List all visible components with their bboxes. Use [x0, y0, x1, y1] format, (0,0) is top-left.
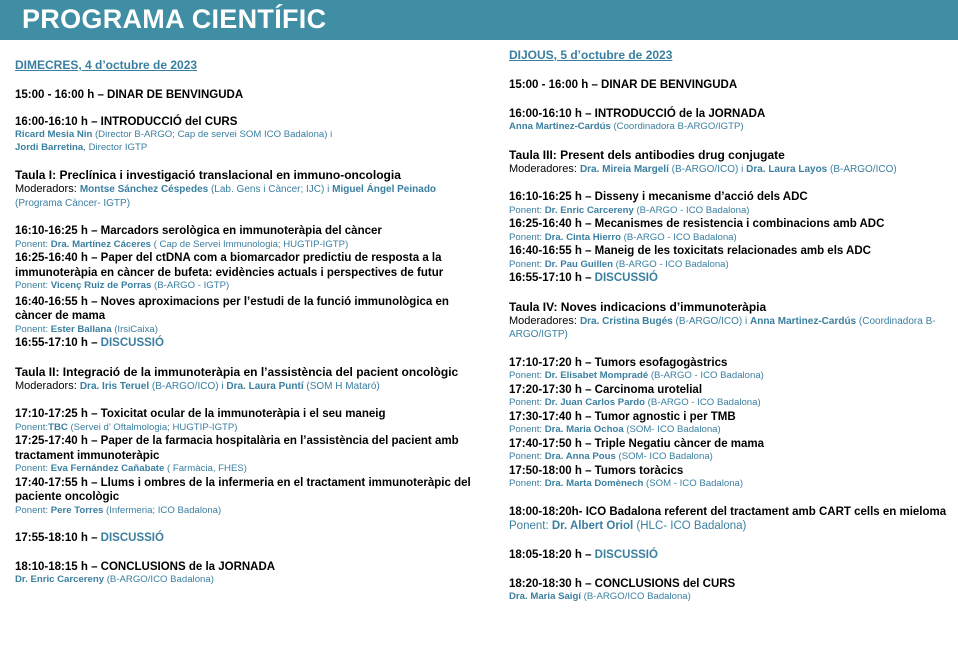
speaker-line: Jordi Barretina, Director IGTP [15, 141, 148, 153]
speaker-line: Ponent: Ester Ballana (IrsiCaixa) [15, 323, 158, 335]
speaker-line: Ponent: Vicenç Ruiz de Porras (B-ARGO - IGTP) [15, 280, 230, 291]
discussion-line: 16:55-17:10 h – DISCUSSIÓ [509, 272, 658, 284]
speaker-line: Ponent: Dr. Juan Carlos Pardo (B-ARGO - ICO Badalona) [509, 397, 761, 408]
speaker-line: Ponent: Dr. Pau Guillen (B-ARGO - ICO Badalona) [509, 258, 729, 270]
talk-title: 17:10-17:25 h – Toxicitat ocular de la immunoteràpia i el seu maneig [15, 408, 386, 420]
speaker-line: Ponent: Dr. Enric Carcereny (B-ARGO - ICO Badalona) [509, 204, 750, 216]
speaker-line: Ponent:TBC (Servei d’ Oftalmologia; HUGTIP-IGTP) [15, 421, 238, 433]
speaker-line: Dr. Enric Carcereny (B-ARGO/ICO Badalona) [15, 574, 214, 585]
session-intro: 16:00-16:10 h – INTRODUCCIÓ de la JORNADA [509, 107, 766, 120]
talk-title: immunoteràpia en càncer de bufeta: evidències actuals i perspectives de futur [15, 266, 444, 279]
discussion-line: 16:55-17:10 h – DISCUSSIÓ [15, 337, 164, 349]
speaker-line: Anna Martinez-Cardús (Coordinadora B-ARGO/IGTP) [509, 121, 744, 132]
header-banner [0, 0, 958, 40]
day1-heading: DIMECRES, 4 d’octubre de 2023 [15, 58, 198, 72]
talk-title: 17:20-17:30 h – Carcinoma urotelial [509, 383, 703, 396]
talk-title: 18:00-18:20h- ICO Badalona referent del tractament amb CART cells en mieloma [509, 505, 947, 518]
day2-column [509, 48, 954, 604]
speaker-line: Ponent: Dr. Elisabet Mompradé (B-ARGO - ICO Badalona) [509, 370, 764, 381]
moderators-line: Moderadores: Dra. Cristina Bugés (B-ARGO/ICO) i Anna Martinez-Cardús (Coordinadora B- [509, 314, 936, 327]
session-lunch: 15:00 - 16:00 h – DINAR DE BENVINGUDA [15, 89, 244, 101]
talk-title: 16:40-16:55 h – Noves aproximacions per l’estudi de la funció immunològica en [15, 295, 449, 308]
talk-title: càncer de mama [15, 310, 106, 322]
page-title: PROGRAMA CIENTÍFIC [22, 4, 327, 34]
speaker-line: Dra. Maria Saigí (B-ARGO/ICO Badalona) [509, 591, 691, 602]
moderators-line: Moderadors: Dra. Iris Teruel (B-ARGO/ICO) i Dra. Laura Puntí (SOM H Mataró) [15, 379, 380, 392]
session-intro: 16:00-16:10 h – INTRODUCCIÓ del CURS [15, 115, 238, 128]
talk-title: 17:40-17:50 h – Triple Negatiu càncer de mama [509, 437, 765, 450]
talk-title: tractament immunoteràpic [15, 449, 160, 462]
speaker-line: Ponent: Dra. Anna Pous (SOM- ICO Badalona) [509, 451, 713, 462]
talk-title: 16:40-16:55 h – Maneig de les toxicitats relacionades amb els ADC [509, 245, 871, 257]
discussion-line: 18:05-18:20 h – DISCUSSIÓ [509, 549, 658, 561]
table-2-heading: Taula II: Integració de la immunoteràpia en l’assistència del pacient oncològic [15, 364, 459, 379]
discussion-line: 17:55-18:10 h – DISCUSSIÓ [15, 532, 164, 544]
speaker-line: Ponent: Dra. Maria Ochoa (SOM- ICO Badalona) [509, 424, 721, 435]
table-3-heading: Taula III: Present dels antibodies drug conjugate [509, 147, 785, 162]
moderators-line: Moderadors: Montse Sánchez Céspedes (Lab. Gens i Càncer; IJC) i Miguel Ángel Peinado [15, 183, 437, 195]
talk-title: 16:25-16:40 h – Mecanismes de resistencia i combinacions amb ADC [509, 218, 885, 230]
speaker-line: Ponent: Dra. Cinta Hierro (B-ARGO - ICO Badalona) [509, 231, 737, 243]
day2-heading: DIJOUS, 5 d’octubre de 2023 [509, 48, 673, 62]
speaker-line: Ponent: Dra. Martínez Cáceres ( Cap de Servei Immunologia; HUGTIP-IGTP) [15, 238, 349, 250]
session-conclusions: 18:10-18:15 h – CONCLUSIONS de la JORNADA [15, 560, 276, 573]
speaker-line: Ponent: Dra. Marta Domènech (SOM - ICO Badalona) [509, 478, 744, 489]
talk-title: 17:50-18:00 h – Tumors toràcics [509, 464, 684, 477]
table-1-heading: Taula I: Preclínica i investigació translacional en immuno-oncologia [15, 168, 401, 182]
moderators-line: ARGO/IGTP) [509, 329, 568, 340]
session-conclusions: 18:20-18:30 h – CONCLUSIONS del CURS [509, 577, 736, 590]
table-4-heading: Taula IV: Noves indicacions d’immunoteràpia [509, 299, 767, 314]
speaker-line: Ricard Mesia Nin (Director B-ARGO; Cap de servei SOM ICO Badalona) i [15, 129, 333, 140]
talk-title: 17:40-17:55 h – Llums i ombres de la infermeria en el tractament immunoteràpic del [15, 476, 471, 489]
session-lunch: 15:00 - 16:00 h – DINAR DE BENVINGUDA [509, 79, 738, 91]
speaker-line: Ponent: Eva Fernández Cañabate ( Farmàcia, FHES) [15, 463, 247, 474]
moderators-line: Moderadores: Dra. Mireia Margelí (B-ARGO/ICO) i Dra. Laura Layos (B-ARGO/ICO) [509, 162, 897, 175]
talk-title: paciente oncològic [15, 491, 120, 503]
talk-title: 17:30-17:40 h – Tumor agnostic i per TMB [509, 410, 736, 423]
speaker-line: Ponent: Dr. Albert Oriol (HLC- ICO Badalona) [509, 520, 747, 532]
talk-title: 16:10-16:25 h – Disseny i mecanisme d’acció dels ADC [509, 191, 808, 203]
talk-title: 17:10-17:20 h – Tumors esofagogàstrics [509, 356, 728, 369]
talk-title: 17:25-17:40 h – Paper de la farmacia hospitalària en l’assistència del pacient amb [15, 435, 459, 447]
talk-title: 16:25-16:40 h – Paper del ctDNA com a biomarcador predictiu de resposta a la [15, 252, 442, 264]
talk-title: 16:10-16:25 h – Marcadors serològica en immunoteràpia del càncer [15, 225, 382, 237]
speaker-line: Ponent: Pere Torres (Infermeria; ICO Badalona) [15, 504, 222, 516]
moderators-line: (Programa Càncer- IGTP) [15, 197, 131, 209]
day1-column [15, 58, 485, 587]
